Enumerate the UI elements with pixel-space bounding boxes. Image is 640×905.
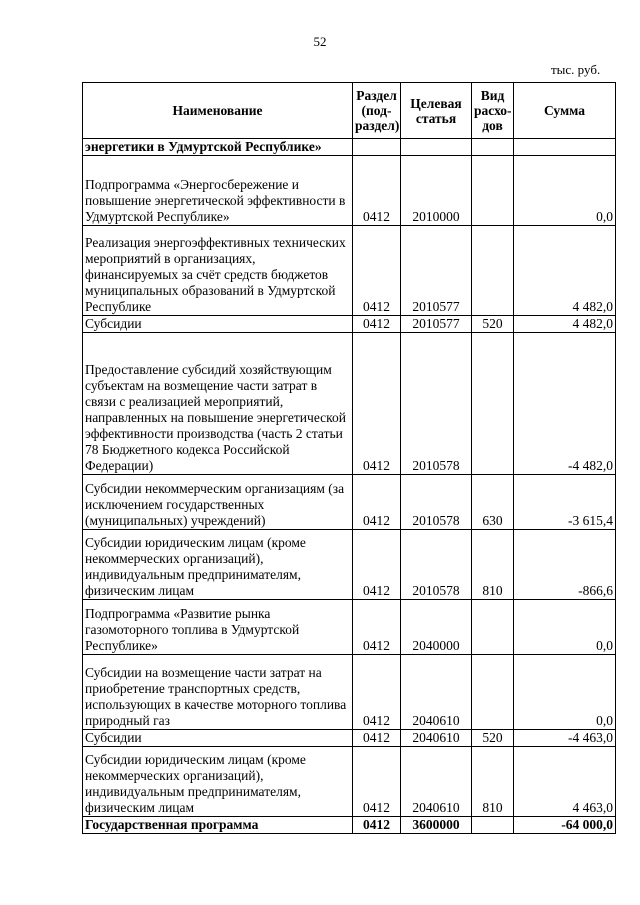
cell-name: энергетики в Удмуртской Республике» <box>83 139 353 156</box>
cell-sum <box>514 139 616 156</box>
header-celev: Целевая статья <box>401 83 472 139</box>
cell-vid <box>472 226 514 316</box>
table-row <box>83 333 616 475</box>
cell-vid: 520 <box>472 730 514 747</box>
header-name: Наименование <box>83 83 353 139</box>
cell-sum: -64 000,0 <box>514 817 616 834</box>
table-row <box>83 475 616 530</box>
header-razdel: Раздел (под-раздел) <box>353 83 401 139</box>
table-row <box>83 156 616 226</box>
cell-celev <box>401 139 472 156</box>
cell-vid: 810 <box>472 747 514 817</box>
cell-vid <box>472 333 514 475</box>
cell-vid <box>472 600 514 655</box>
budget-table <box>82 82 616 834</box>
table-body <box>83 139 616 834</box>
cell-celev: 2040610 <box>401 747 472 817</box>
cell-celev: 2010578 <box>401 475 472 530</box>
table-row <box>83 747 616 817</box>
cell-sum: 0,0 <box>514 156 616 226</box>
cell-sum: -866,6 <box>514 530 616 600</box>
cell-celev: 2040000 <box>401 600 472 655</box>
cell-razdel: 0412 <box>353 156 401 226</box>
cell-razdel <box>353 139 401 156</box>
table-row <box>83 226 616 316</box>
cell-vid: 520 <box>472 316 514 333</box>
cell-celev: 3600000 <box>401 817 472 834</box>
cell-razdel: 0412 <box>353 316 401 333</box>
cell-vid <box>472 655 514 730</box>
cell-celev: 2010577 <box>401 316 472 333</box>
cell-name: Государственная программа <box>83 817 353 834</box>
cell-razdel: 0412 <box>353 226 401 316</box>
cell-razdel: 0412 <box>353 530 401 600</box>
cell-celev: 2040610 <box>401 655 472 730</box>
cell-sum: 0,0 <box>514 600 616 655</box>
units-label: тыс. руб. <box>551 62 601 77</box>
cell-name: Реализация энергоэффективных технических мероприятий в организациях, финансируемых за счёт средств бюджетов муниципальных образований в Удмуртской Республике <box>83 226 353 316</box>
cell-vid: 810 <box>472 530 514 600</box>
table-row <box>83 139 616 156</box>
cell-razdel: 0412 <box>353 475 401 530</box>
cell-razdel: 0412 <box>353 747 401 817</box>
cell-razdel: 0412 <box>353 655 401 730</box>
cell-sum: 0,0 <box>514 655 616 730</box>
cell-sum: 4 482,0 <box>514 226 616 316</box>
cell-celev: 2010578 <box>401 333 472 475</box>
cell-sum: -3 615,4 <box>514 475 616 530</box>
cell-celev: 2010578 <box>401 530 472 600</box>
cell-vid <box>472 139 514 156</box>
cell-vid <box>472 156 514 226</box>
cell-name: Субсидии юридическим лицам (кроме некоммерческих организаций), индивидуальным предпринимателям, физическим лицам <box>83 747 353 817</box>
cell-vid <box>472 817 514 834</box>
cell-name: Предоставление субсидий хозяйствующим субъектам на возмещение части затрат в связи с реализацией мероприятий, направленных на повышение энергетической эффективности производства (часть 2 статьи 78 Бюджетного кодекса Российской Федерации) <box>83 333 353 475</box>
table-header-row <box>83 83 616 139</box>
header-sum: Сумма <box>514 83 616 139</box>
cell-celev: 2040610 <box>401 730 472 747</box>
header-vid: Вид расхо-дов <box>472 83 514 139</box>
cell-razdel: 0412 <box>353 333 401 475</box>
cell-razdel: 0412 <box>353 817 401 834</box>
cell-vid: 630 <box>472 475 514 530</box>
cell-sum: -4 482,0 <box>514 333 616 475</box>
cell-razdel: 0412 <box>353 600 401 655</box>
table-row <box>83 817 616 834</box>
cell-sum: 4 463,0 <box>514 747 616 817</box>
cell-name: Субсидии <box>83 730 353 747</box>
cell-name: Субсидии юридическим лицам (кроме некоммерческих организаций), индивидуальным предпринимателям, физическим лицам <box>83 530 353 600</box>
cell-sum: 4 482,0 <box>514 316 616 333</box>
table-row <box>83 655 616 730</box>
cell-sum: -4 463,0 <box>514 730 616 747</box>
cell-name: Субсидии некоммерческим организациям (за исключением государственных (муниципальных) учреждений) <box>83 475 353 530</box>
page-number: 52 <box>313 34 327 49</box>
cell-razdel: 0412 <box>353 730 401 747</box>
table-row <box>83 730 616 747</box>
table-row <box>83 530 616 600</box>
cell-name: Субсидии <box>83 316 353 333</box>
table-row <box>83 316 616 333</box>
cell-name: Подпрограмма «Энергосбережение и повышение энергетической эффективности в Удмуртской Республике» <box>83 156 353 226</box>
table-row <box>83 600 616 655</box>
cell-celev: 2010577 <box>401 226 472 316</box>
cell-name: Субсидии на возмещение части затрат на приобретение транспортных средств, использующих в качестве моторного топлива природный газ <box>83 655 353 730</box>
cell-name: Подпрограмма «Развитие рынка газомоторного топлива в Удмуртской Республике» <box>83 600 353 655</box>
cell-celev: 2010000 <box>401 156 472 226</box>
